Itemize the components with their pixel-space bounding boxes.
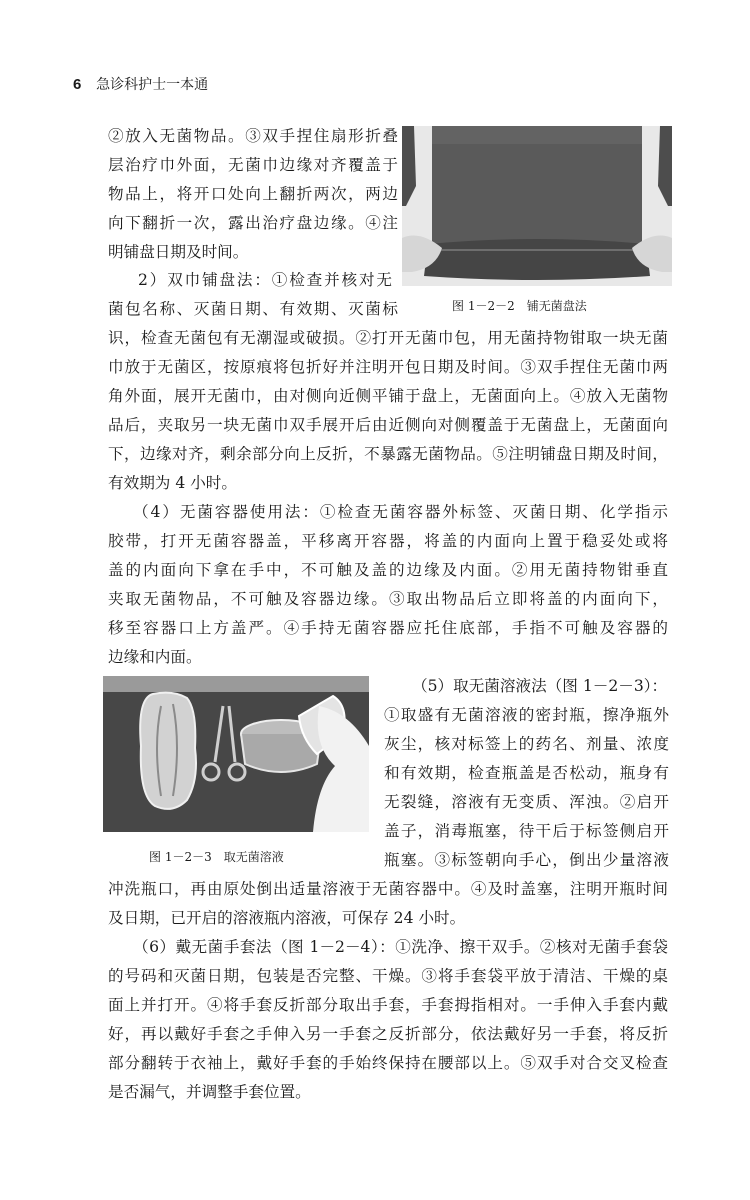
text-line: （6）戴无菌手套法（图 1－2－4）：①洗净、擦干双手。②核对无菌手套袋: [133, 938, 668, 956]
figure-caption-1-2-2: 图 1－2－2 铺无菌盘法: [452, 299, 587, 313]
text-line: 下，边缘对齐，剩余部分向上反折，不暴露无菌物品。⑤注明铺盘日期及时间，: [108, 445, 668, 463]
text-line: 2）双巾铺盘法：①检查并核对无: [138, 271, 392, 289]
text-line: ①取盛有无菌溶液的密封瓶，擦净瓶外: [384, 706, 669, 724]
figure-photo-sterile-tray: [402, 126, 672, 286]
figure-photo-sterile-solution: [103, 676, 369, 832]
figure-caption-1-2-3: 图 1－2－3 取无菌溶液: [149, 850, 284, 864]
text-line: 部分翻转于衣袖上，戴好手套的手始终保持在腰部以上。⑤双手对合交叉检查: [108, 1054, 668, 1072]
text-line: 移至容器口上方盖严。④手持无菌容器应托住底部，手指不可触及容器的: [108, 619, 668, 637]
running-header: [73, 74, 208, 94]
text-line: 及日期，已开启的溶液瓶内溶液，可保存 24 小时。: [108, 909, 466, 927]
text-line: 有效期为 4 小时。: [108, 474, 237, 492]
text-line: 夹取无菌物品，不可触及容器边缘。③取出物品后立即将盖的内面向下，: [108, 590, 668, 608]
text-line: 明铺盘日期及时间。: [108, 243, 249, 261]
text-line: 面上并打开。④将手套反折部分取出手套，手套拇指相对。一手伸入手套内戴: [108, 996, 668, 1014]
text-line: 胶带，打开无菌容器盖，平移离开容器，将盖的内面向上置于稳妥处或将: [108, 532, 668, 550]
book-title: 急诊科护士一本通: [96, 77, 209, 93]
text-line: 层治疗巾外面，无菌巾边缘对齐覆盖于: [108, 156, 398, 174]
text-line: （4）无菌容器使用法：①检查无菌容器外标签、灭菌日期、化学指示: [133, 503, 668, 521]
text-line: 冲洗瓶口，再由原处倒出适量溶液于无菌容器中。④及时盖塞，注明开瓶时间: [108, 880, 668, 898]
text-line: 瓶塞。③标签朝向手心，倒出少量溶液: [384, 851, 669, 869]
text-line: 是否漏气，并调整手套位置。: [108, 1083, 311, 1101]
text-line: （5）取无菌溶液法（图 1－2－3）：: [412, 677, 668, 695]
text-line: 向下翻折一次，露出治疗盘边缘。④注: [108, 214, 398, 232]
text-line: 盖子，消毒瓶塞，待干后于标签侧启开: [384, 822, 669, 840]
text-line: 巾放于无菌区，按原痕将包折好并注明开包日期及时间。③双手捏住无菌巾两: [108, 358, 668, 376]
text-line: 无裂缝，溶液有无变质、浑浊。②启开: [384, 793, 669, 811]
text-line: ②放入无菌物品。③双手捏住扇形折叠: [108, 127, 398, 145]
text-line: 角外面，展开无菌巾，由对侧向近侧平铺于盘上，无菌面向上。④放入无菌物: [108, 387, 668, 405]
text-line: 好，再以戴好手套之手伸入另一手套之反折部分，依法戴好另一手套，将反折: [108, 1025, 668, 1043]
text-line: 识，检查无菌包有无潮湿或破损。②打开无菌巾包，用无菌持物钳取一块无菌: [108, 329, 668, 347]
text-line: 的号码和灭菌日期，包装是否完整、干燥。③将手套袋平放于清洁、干燥的桌: [108, 967, 668, 985]
text-line: 边缘和内面。: [108, 648, 202, 666]
text-line: 灰尘，核对标签上的药名、剂量、浓度: [384, 735, 669, 753]
text-line: 品后，夹取另一块无菌巾双手展开后由近侧向对侧覆盖于无菌盘上，无菌面向: [108, 416, 668, 434]
text-line: 菌包名称、灭菌日期、有效期、灭菌标: [108, 300, 398, 318]
text-line: 物品上，将开口处向上翻折两次，两边: [108, 185, 398, 203]
page-number: 6: [73, 76, 82, 93]
text-line: 和有效期，检查瓶盖是否松动，瓶身有: [384, 764, 669, 782]
text-line: 盖的内面向下拿在手中，不可触及盖的边缘及内面。②用无菌持物钳垂直: [108, 561, 668, 579]
